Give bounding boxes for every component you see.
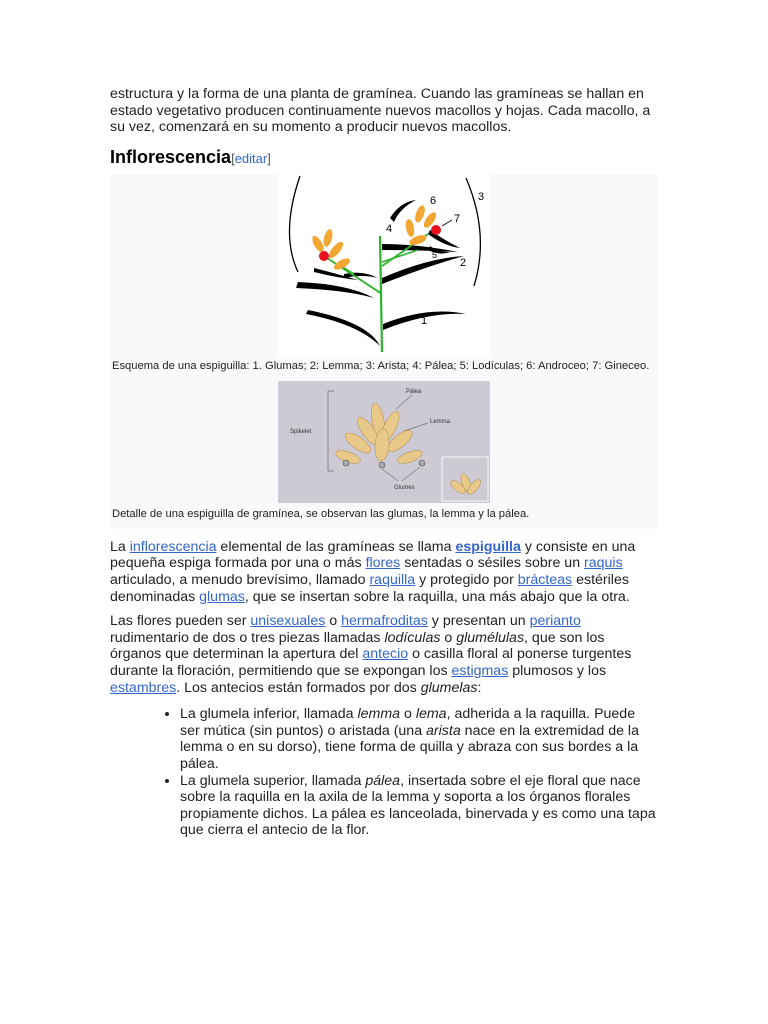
diagram-number-7: 7 [454,212,461,225]
diagram-number-4: 4 [386,222,393,235]
italic-term: glumélulas [456,629,525,646]
link-glumas[interactable]: glumas [199,588,245,605]
text-span: , insertada sobre el eje floral que nace sobre la raquilla en la axila de la lemma y soporta a los órganos florales propiamente dichos. La pálea es lanceolada, binervada y es como una tapa que cierra el antecio de la flor. [180,772,656,839]
text-span: : [477,679,482,696]
text-span: y consiste en una pequeña espiga formada por una o más [110,538,636,572]
article-body [110,86,658,839]
glumelas-list [110,706,658,839]
section-title: Inflorescencia [110,146,232,167]
edit-bracket-close: ] [267,150,271,166]
link-perianto[interactable]: perianto [529,613,581,630]
edit-bracket-open: [ [231,150,235,166]
link-inflorescencia[interactable]: inflorescencia [129,538,217,555]
list-item [180,773,658,839]
text-span: o [325,613,342,630]
link-antecio[interactable]: antecio [362,646,409,663]
link-raquilla[interactable]: raquilla [369,571,416,588]
figure-1-caption: Esquema de una espiguilla: 1. Glumas; 2: Lemma; 3: Arista; 4: Pálea; 5: Lodículas; 6: Androceo; 7: Gineceo. [112,359,650,372]
diagram-number-1: 1 [421,314,428,327]
paragraph-espiguilla [110,539,658,605]
photo-label-palea: Pálea [406,388,422,395]
photo-label-spikelet: Spikelet [290,428,312,435]
italic-term: glumelas [420,679,478,696]
section-heading [110,145,658,171]
text-span: rudimentario de dos o tres piezas llamadas [110,629,385,646]
text-span: , que se insertan sobre la raquilla, una más abajo que la otra. [244,588,630,605]
diagram-number-2: 2 [460,256,467,269]
text-span: La glumela superior, llamada [180,772,366,789]
spikelet-diagram [278,174,490,356]
text-span: , que son los órganos que determinan la apertura del [110,629,605,663]
text-span: estériles denominadas [110,571,629,605]
diagram-number-6: 6 [430,194,437,207]
photo-label-lemma: Lemma [430,418,451,425]
text-span: plumosos y los [508,662,607,679]
edit-link[interactable]: editar [234,150,268,166]
link-estambres[interactable]: estambres [110,679,177,696]
text-span: . Los antecios están formados por dos [176,679,421,696]
link-espiguilla[interactable]: espiguilla [455,538,521,555]
intro-paragraph: estructura y la forma de una planta de gramínea. Cuando las gramíneas se hallan en estado vegetativo producen continuamente nuevos macollos y hojas. Cada macollo, a su vez, comenzará en su momento a producir nuevos macollos. [110,86,651,136]
italic-term: lodículas [384,629,441,646]
spikelet-diagram-svg [278,174,490,356]
link-estigmas[interactable]: estigmas [451,662,509,679]
text-span: o casilla floral al ponerse turgentes durante la floración, permitiendo que se expongan los [110,646,632,679]
link-hermafroditas[interactable]: hermafroditas [341,613,428,630]
text-span: y protegido por [415,571,518,588]
photo-label-glumes: Glumes [394,484,415,491]
paragraph-flores [110,613,658,696]
text-span: sentadas o sésiles sobre un [400,555,585,572]
italic-term: pálea [365,772,401,789]
list-item [180,706,658,772]
link-unisexuales[interactable]: unisexuales [250,613,326,630]
text-span: elemental de las gramíneas se llama [216,538,456,555]
text-span: o [440,629,457,646]
diagram-number-5: 5 [432,249,438,260]
link-raquis[interactable]: raquis [584,555,623,572]
italic-term: arista [426,722,461,739]
diagram-number-3: 3 [478,190,485,203]
text-span: y presentan un [427,613,530,630]
text-span: articulado, a menudo brevísimo, llamado [110,571,370,588]
figure-2-caption: Detalle de una espiguilla de gramínea, se observan las glumas, la lemma y la pálea. [112,507,530,520]
italic-term: lema [415,706,447,723]
text-span: La glumela inferior, llamada [180,706,358,723]
text-span: nace en la extremidad de la lemma o en su dorso), tiene forma de quilla y abraza con sus bordes a la pálea. [180,722,639,772]
italic-term: lemma [357,706,401,723]
text-span: Las flores pueden ser [110,613,251,630]
text-span: o [400,706,416,723]
link-flores[interactable]: flores [365,555,401,572]
spikelet-photo [278,381,490,503]
text-span: , adherida a la raquilla. Puede ser mútica (sin puntos) o aristada (una [180,706,636,739]
link-bracteas[interactable]: brácteas [517,571,573,588]
text-span: La [110,538,130,555]
spikelet-photo-svg [278,381,490,503]
figure-1 [110,174,658,529]
